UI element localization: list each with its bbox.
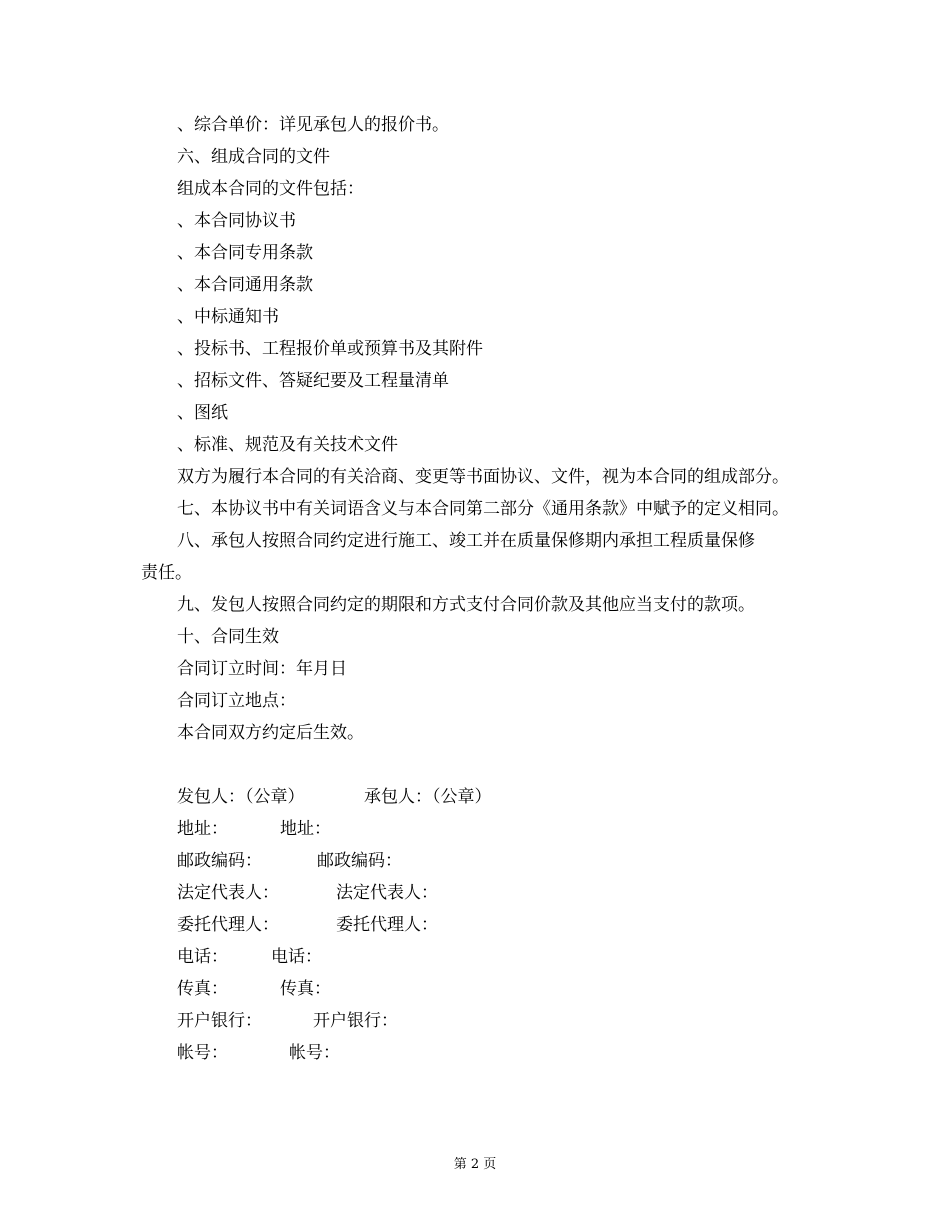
signature-party-a: 发包人：（公章） [177, 787, 305, 807]
text-line: 双方为履行本合同的有关洽商、变更等书面协议、文件，视为本合同的组成部分。 [177, 467, 789, 487]
text-line: 合同订立时间：年月日 [177, 659, 347, 679]
text-line: 责任。 [141, 563, 192, 583]
phone-label-b: 电话： [271, 947, 322, 967]
page-number: 第 2 页 [453, 1157, 497, 1172]
text-line: 、综合单价：详见承包人的报价书。 [177, 115, 449, 135]
list-item: 、招标文件、答疑纪要及工程量清单 [177, 371, 449, 391]
postcode-label-a: 邮政编码： [177, 851, 262, 871]
bank-label-b: 开户银行： [313, 1011, 398, 1031]
bank-label-a: 开户银行： [177, 1011, 262, 1031]
list-item: 、中标通知书 [177, 307, 279, 327]
postcode-label-b: 邮政编码： [317, 851, 402, 871]
list-item: 、投标书、工程报价单或预算书及其附件 [177, 339, 483, 359]
list-item: 、标准、规范及有关技术文件 [177, 435, 398, 455]
section-heading: 七、本协议书中有关词语含义与本合同第二部分《通用条款》中赋予的定义相同。 [177, 499, 789, 519]
agent-label-b: 委托代理人： [336, 915, 438, 935]
fax-label-a: 传真： [177, 979, 228, 999]
text-line: 组成本合同的文件包括： [177, 179, 364, 199]
section-heading: 八、承包人按照合同约定进行施工、竣工并在质量保修期内承担工程质量保修 [177, 531, 755, 551]
section-heading: 九、发包人按照合同约定的期限和方式支付合同价款及其他应当支付的款项。 [177, 595, 755, 615]
list-item: 、本合同专用条款 [177, 243, 313, 263]
text-line: 本合同双方约定后生效。 [177, 723, 364, 743]
phone-label-a: 电话： [177, 947, 228, 967]
signature-party-b: 承包人：（公章） [364, 787, 492, 807]
legal-rep-label-b: 法定代表人： [336, 883, 438, 903]
account-label-a: 帐号： [177, 1043, 228, 1063]
section-heading: 六、组成合同的文件 [177, 147, 330, 167]
legal-rep-label-a: 法定代表人： [177, 883, 279, 903]
list-item: 、本合同通用条款 [177, 275, 313, 295]
fax-label-b: 传真： [280, 979, 331, 999]
account-label-b: 帐号： [289, 1043, 340, 1063]
section-heading: 十、合同生效 [177, 627, 279, 647]
agent-label-a: 委托代理人： [177, 915, 279, 935]
list-item: 、图纸 [177, 403, 228, 423]
address-label-a: 地址： [177, 819, 228, 839]
list-item: 、本合同协议书 [177, 211, 296, 231]
address-label-b: 地址： [280, 819, 331, 839]
text-line: 合同订立地点： [177, 691, 296, 711]
